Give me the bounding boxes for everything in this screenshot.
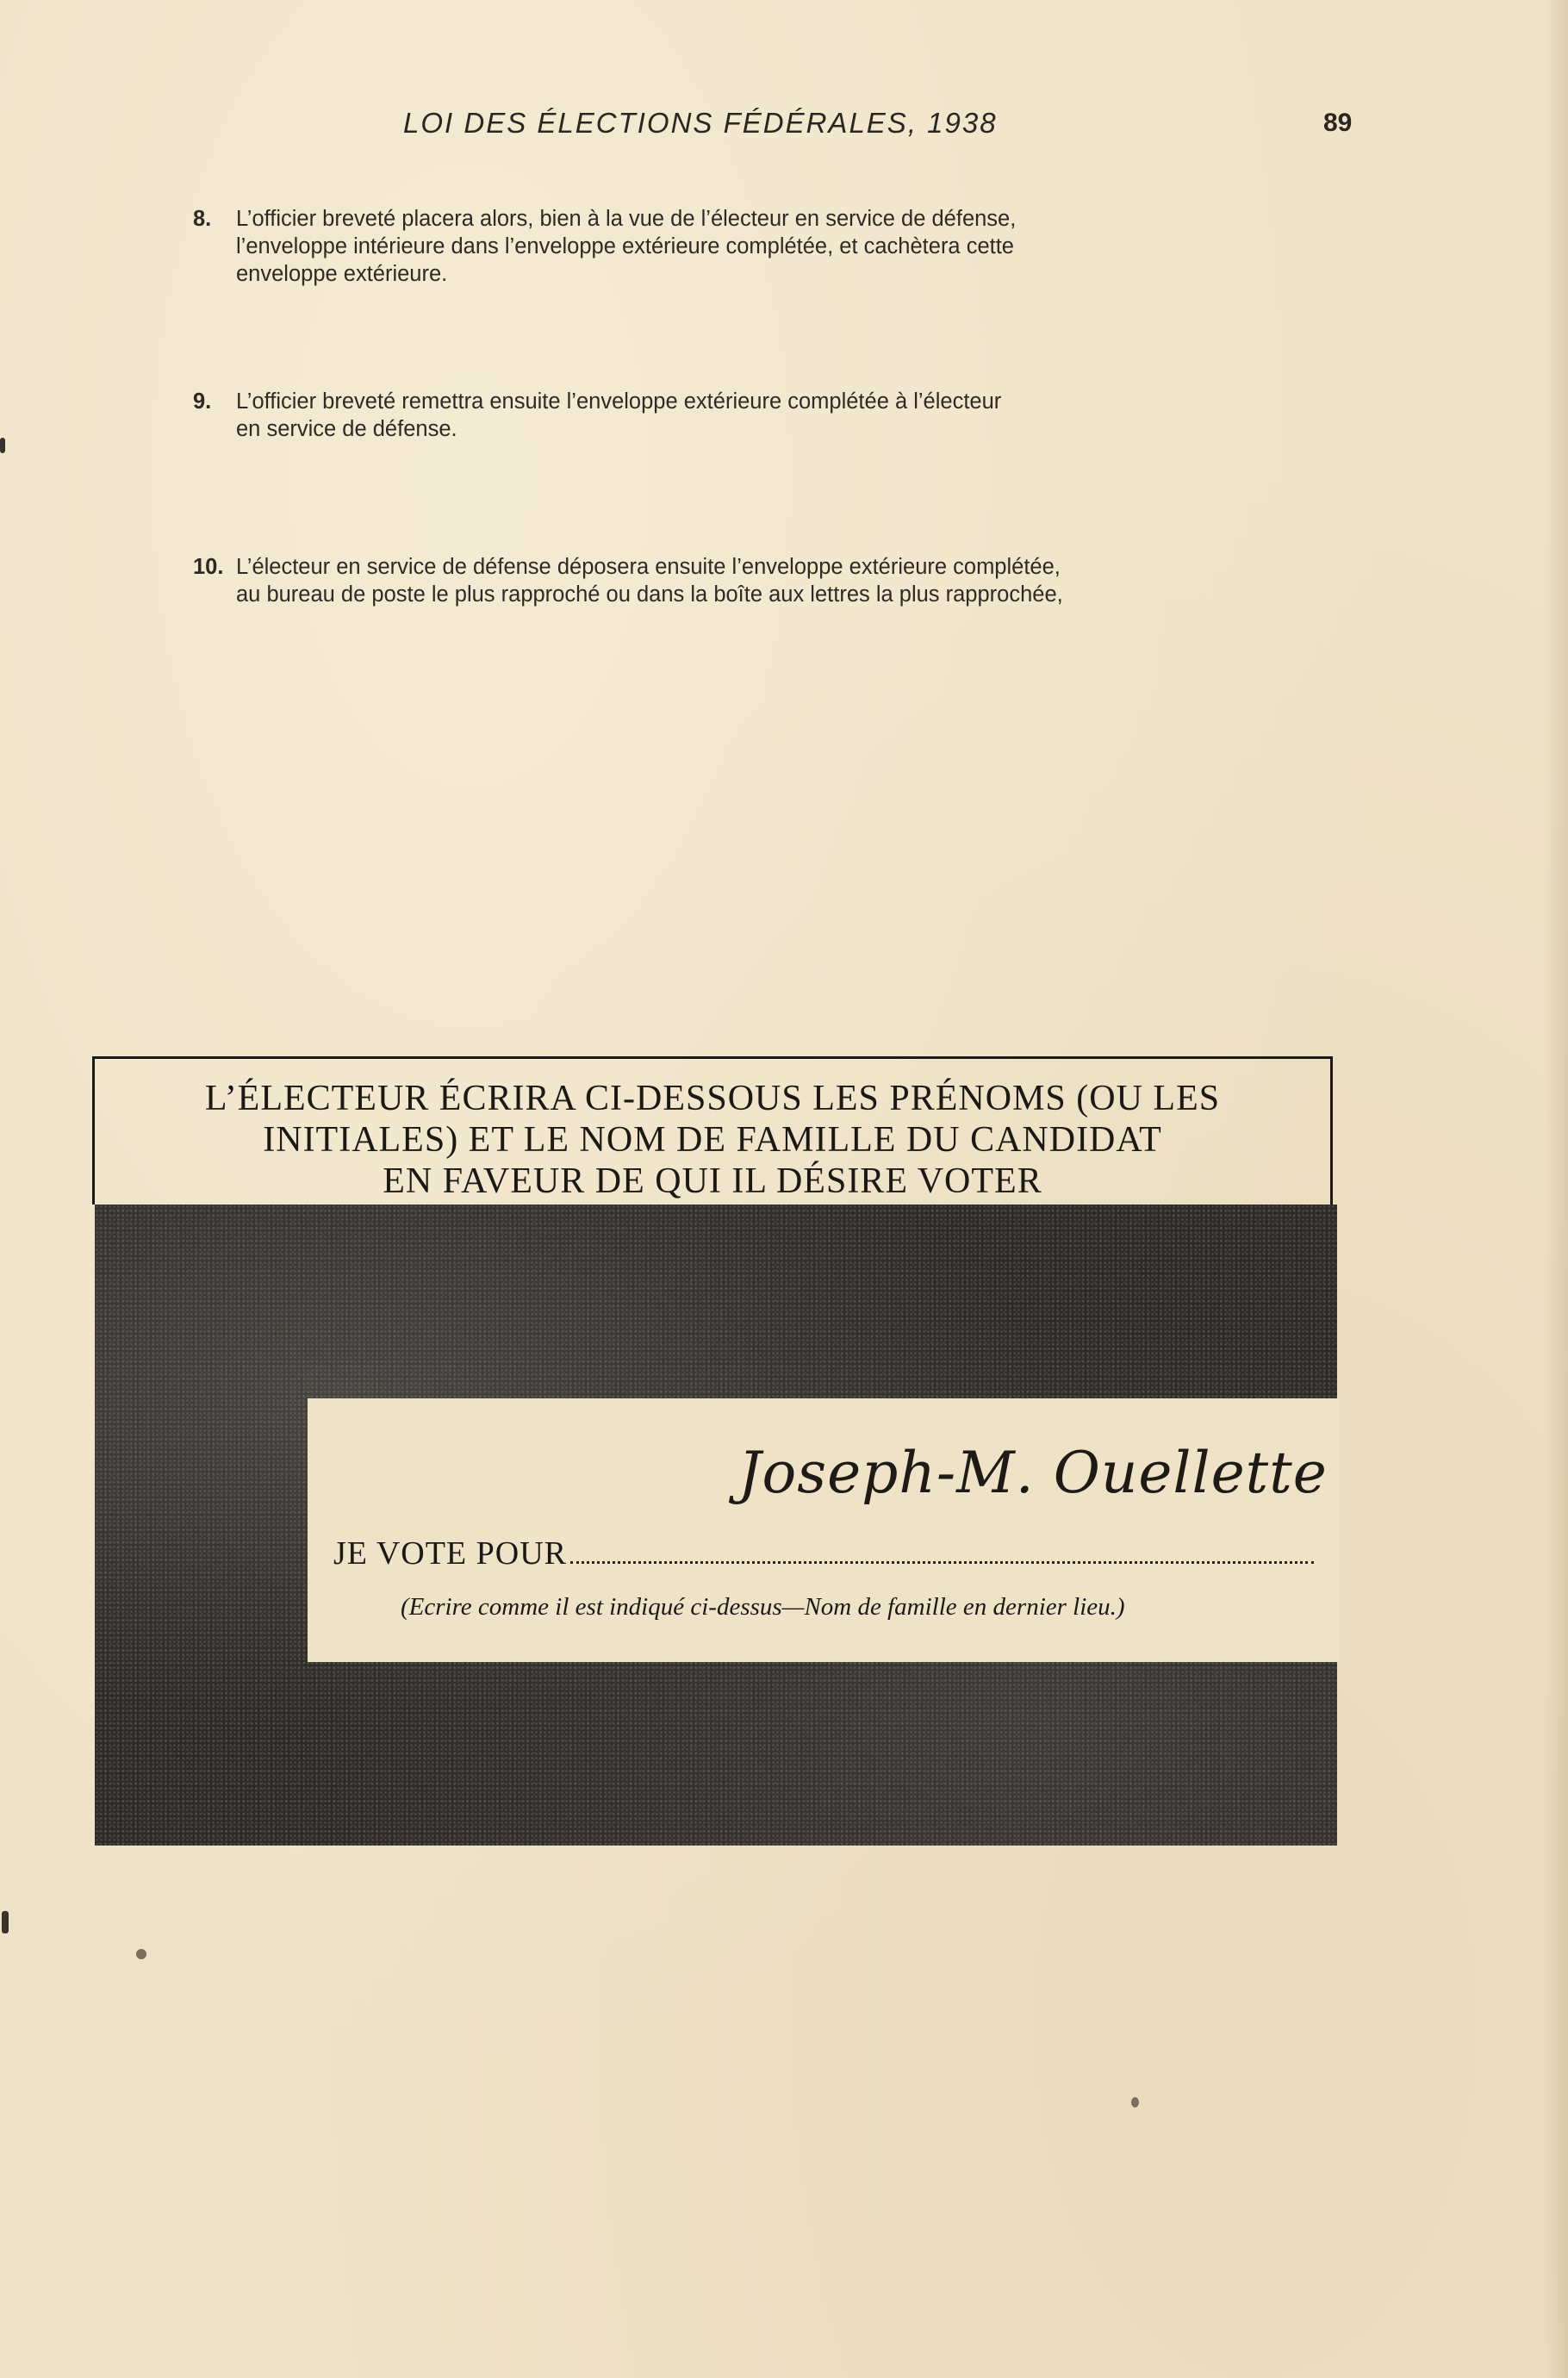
- paper-speck: [1131, 2097, 1139, 2107]
- handwritten-candidate-name: Joseph-M. Ouellette: [738, 1440, 1328, 1506]
- paper-speck: [136, 1949, 146, 1959]
- vote-panel: [308, 1398, 1340, 1662]
- vote-line: [333, 1534, 1314, 1572]
- paragraph-line: L’officier breveté placera alors, bien à la vue de l’électeur en service de défense,: [236, 207, 1017, 231]
- paragraph-line: L’officier breveté remettra ensuite l’enveloppe extérieure complétée à l’électeur: [236, 389, 1002, 414]
- paragraph-line: au bureau de poste le plus rapproché ou dans la boîte aux lettres la plus rapprochée,: [236, 582, 1063, 607]
- paragraph-10: [193, 553, 1206, 608]
- paper-speck: [0, 438, 5, 453]
- paragraph-number: 10.: [193, 555, 224, 579]
- paragraph-line: en service de défense.: [236, 417, 457, 441]
- paragraph-9: [193, 388, 1206, 443]
- paragraph-line: l’enveloppe intérieure dans l’enveloppe extérieure complétée, et cachètera cette: [236, 234, 1014, 258]
- dotted-write-in-line: [570, 1535, 1314, 1564]
- ballot-instruction-line: L’ÉLECTEUR ÉCRIRA CI-DESSOUS LES PRÉNOMS (OU LES: [204, 1079, 1221, 1118]
- ballot-instruction-box: [92, 1056, 1333, 1205]
- page-number: 89: [1323, 109, 1353, 137]
- paragraph-number: 8.: [193, 207, 212, 231]
- running-title: LOI DES ÉLECTIONS FÉDÉRALES, 1938: [403, 107, 998, 139]
- vote-note: (Ecrire comme il est indiqué ci-dessus—Nom de famille en dernier lieu.): [401, 1593, 1125, 1621]
- paragraph-8: [193, 205, 1206, 288]
- paper-speck: [2, 1911, 9, 1933]
- paragraph-line: enveloppe extérieure.: [236, 262, 448, 286]
- ballot-instruction-line: INITIALES) ET LE NOM DE FAMILLE DU CANDIDAT: [263, 1120, 1162, 1160]
- paragraph-line: L’électeur en service de défense déposera ensuite l’enveloppe extérieure complétée,: [236, 555, 1061, 579]
- vote-label: JE VOTE POUR: [333, 1535, 567, 1572]
- page-edge-shadow: [1544, 0, 1568, 2378]
- paragraph-number: 9.: [193, 389, 212, 414]
- ballot-instruction-line: EN FAVEUR DE QUI IL DÉSIRE VOTER: [383, 1161, 1042, 1201]
